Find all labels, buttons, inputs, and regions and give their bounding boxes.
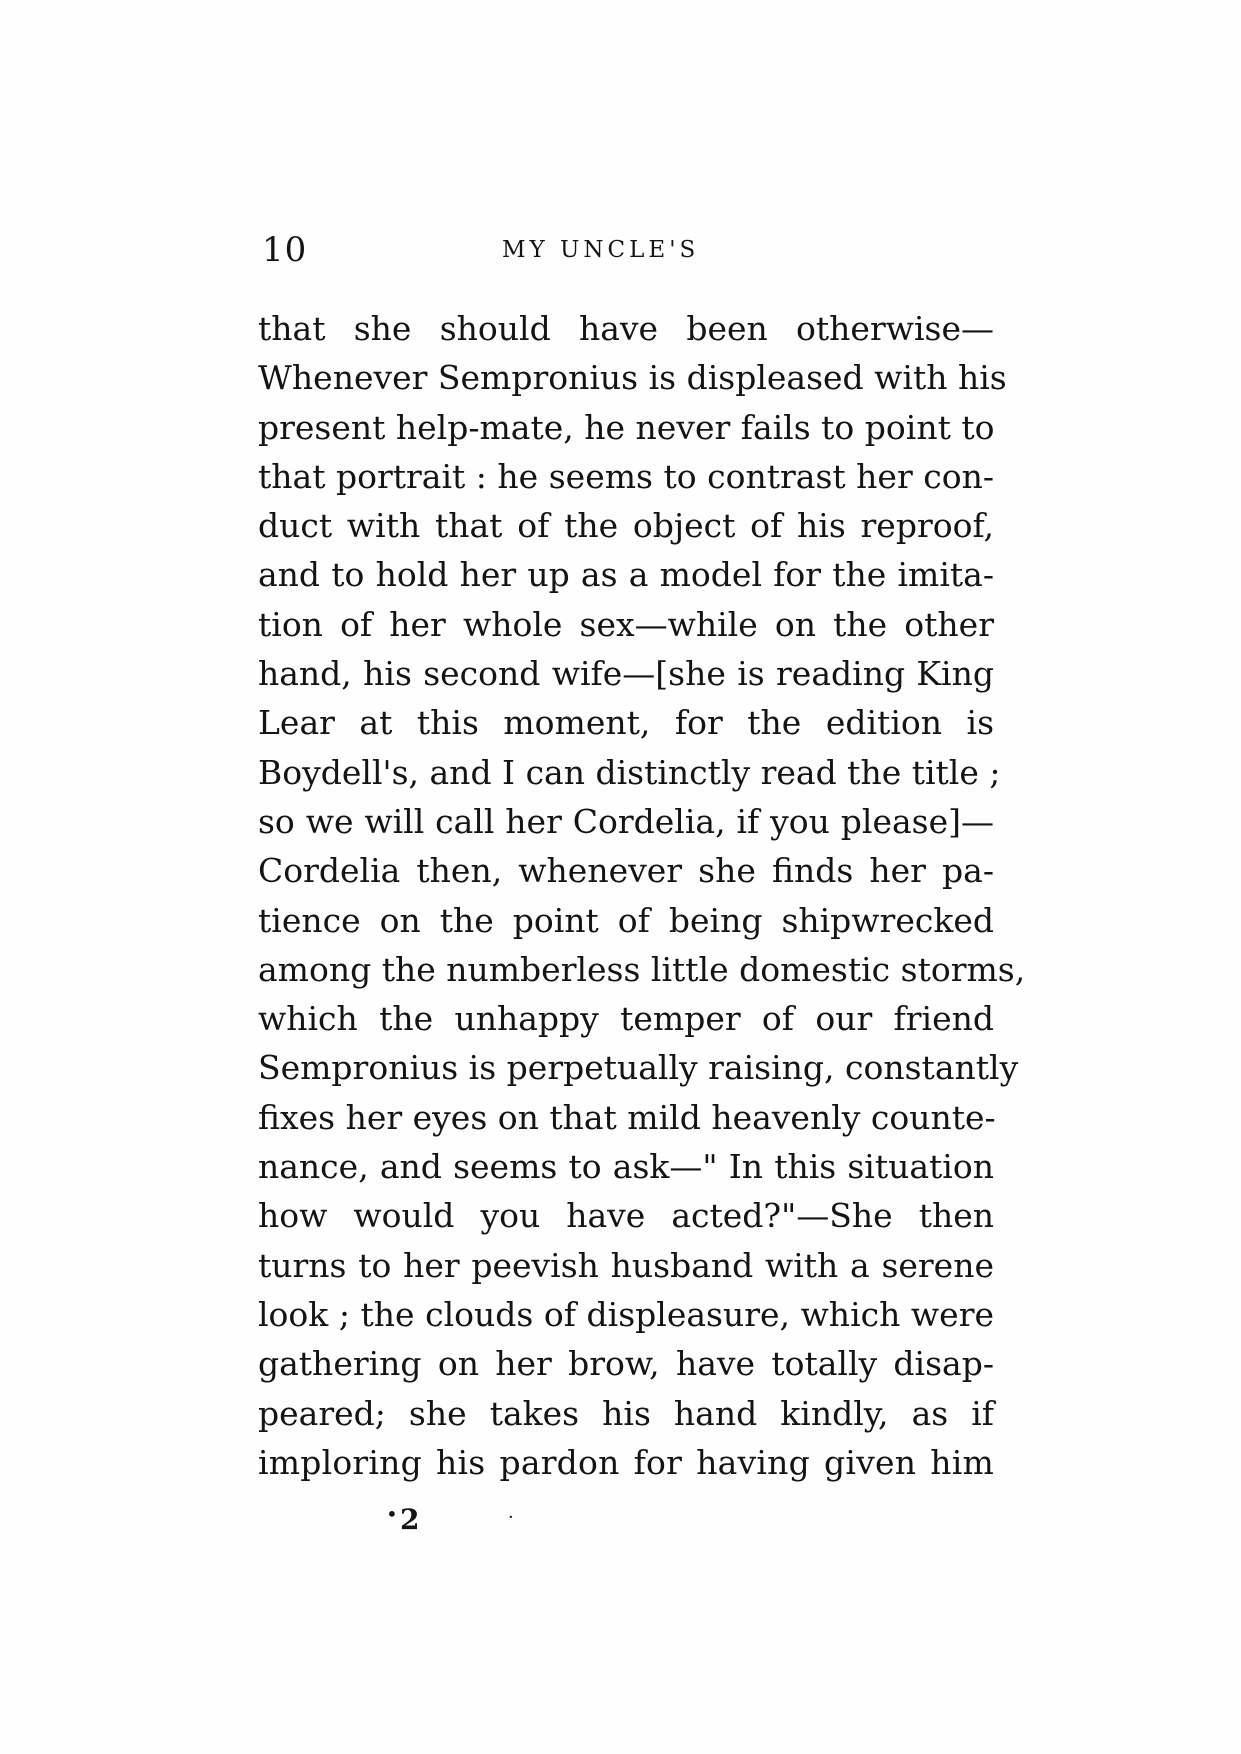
text-line: Boydell's, and I can distinctly read the title ;	[258, 752, 1001, 792]
text-line: nance, and seems to ask—" In this situation	[258, 1147, 994, 1187]
body-text	[258, 304, 1026, 1487]
running-head: MY UNCLE'S	[502, 237, 700, 263]
text-line: Whenever Sempronius is displeased with his	[258, 358, 1007, 398]
page-number: 10	[262, 230, 308, 270]
text-line: duct with that of the object of his reproof,	[258, 506, 994, 546]
text-line: so we will call her Cordelia, if you please]—	[258, 801, 994, 841]
text-line: turns to her peevish husband with a serene	[258, 1245, 994, 1285]
text-line: among the numberless little domestic storms,	[258, 949, 1026, 989]
text-line: that she should have been otherwise—	[258, 309, 994, 348]
text-line: fixes her eyes on that mild heavenly counte-	[258, 1097, 996, 1137]
text-line: how would you have acted?"—She then	[258, 1196, 994, 1236]
text-line: hand, his second wife—[she is reading King	[258, 654, 994, 694]
signature-mark	[386, 1500, 516, 1540]
text-line: imploring his pardon for having given him	[258, 1442, 994, 1482]
text-line: look ; the clouds of displeasure, which were	[258, 1294, 994, 1334]
text-line: Sempronius is perpetually raising, constantly	[258, 1048, 1019, 1088]
page-header	[262, 228, 992, 272]
signature-number: 2	[400, 1503, 420, 1536]
text-line: and to hold her up as a model for the imita-	[258, 555, 994, 595]
signature-dot-right: ·	[508, 1507, 514, 1528]
text-line: which the unhappy temper of our friend	[258, 999, 994, 1039]
text-line: peared; she takes his hand kindly, as if	[258, 1393, 994, 1433]
text-line: that portrait : he seems to contrast her con-	[258, 456, 994, 496]
text-line: present help-mate, he never fails to point to	[258, 407, 995, 447]
text-line: tience on the point of being shipwrecked	[258, 900, 994, 940]
text-line: Cordelia then, whenever she finds her pa-	[258, 851, 994, 891]
text-line: gathering on her brow, have totally disap-	[258, 1344, 994, 1384]
text-line: tion of her whole sex—while on the other	[258, 604, 994, 644]
text-line: Lear at this moment, for the edition is	[258, 703, 994, 743]
signature-dot-left: •	[386, 1502, 398, 1526]
